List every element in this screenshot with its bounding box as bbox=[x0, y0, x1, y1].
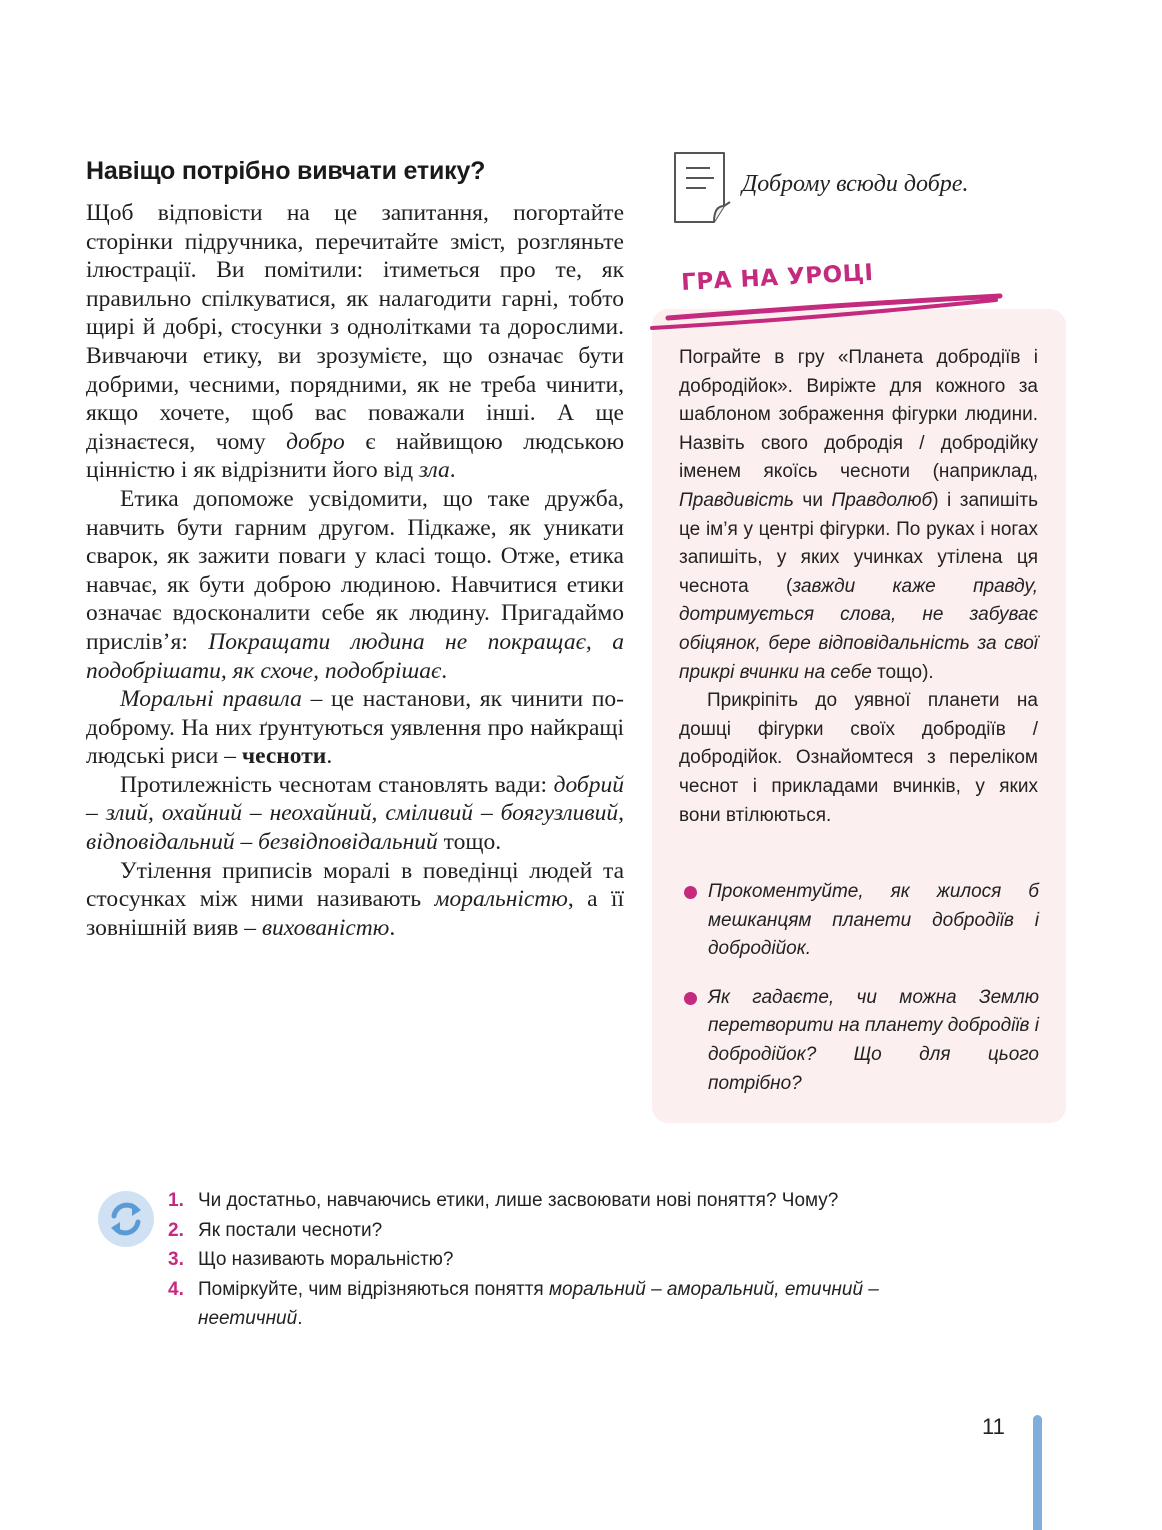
game-bullet-list bbox=[681, 878, 1039, 1118]
game-instructions bbox=[679, 344, 1038, 830]
section-heading: Навіщо потрібно вивчати етику? bbox=[86, 156, 486, 185]
bullet-dot bbox=[684, 992, 697, 1005]
question-1: 1. Чи достатньо, навчаючись етики, лише засвоювати нові поняття? Чому? bbox=[168, 1190, 839, 1211]
game-paragraph-2: Прикріпіть до уявної планети на дошці фігурки своїх добродіїв / добродійок. Ознайомтеся з переліком чеснот і прикладами вчинків, у яких вони втілюються. bbox=[679, 690, 1038, 826]
main-text-column bbox=[86, 199, 624, 942]
bullet-dot bbox=[684, 886, 697, 899]
proverb-text: Доброму всюди добре. bbox=[742, 171, 969, 197]
question-4: 4. Поміркуйте, чим відрізняються поняття моральний – аморальний, етичний – неетичний. bbox=[168, 1278, 879, 1330]
main-paragraph-1: Щоб відповісти на це запитання, погортайте сторінки підручника, перечитайте зміст, розгляньте ілюстрації. Ви помітили: ітиметься про те, як правильно спілкуватися, як налагодити гарні, тобто щирі й добрі, стосунки з однолітками та дорослими. Вивчаючи етику, ви зрозумієте, що означає бути добрими, чесними, порядними, як не треба чинити, якщо хочете, щоб вас поважали інші. А ще дізнаєтеся, чому добро є найвищою людською цінністю і як відрізнити його від зла. bbox=[86, 200, 624, 484]
document-note-icon bbox=[672, 150, 734, 226]
main-paragraph-4: Протилежність чеснотам становлять вади: добрий – злий, охайний – неохайний, сміливий – боягузливий, відповідальний – безвідповідальний тощо. bbox=[86, 771, 624, 856]
question-3: 3. Що називають моральністю? bbox=[168, 1249, 454, 1271]
list-item: Як гадаєте, чи можна Землю перетворити на планету добродіїв і добродійок? Що для цього потрібно? bbox=[681, 984, 1039, 1098]
list-item: Прокоментуйте, як жилося б мешканцям планети добродіїв і добродійок. bbox=[681, 878, 1039, 964]
main-paragraph-5: Утілення приписів моралі в поведінці людей та стосунках між ними називають моральністю, а її зовнішній вияв – вихованістю. bbox=[86, 857, 624, 941]
review-questions bbox=[168, 1186, 968, 1334]
main-paragraph-2: Етика допоможе усвідомити, що таке дружба, навчить бути гарним другом. Підкаже, як уникати сварок, як зажити поваги у класі тощо. Отже, етика навчає, як бути доброю людиною. Навчитися етики означає вдосконалити себе як людину. Пригадаймо прислів’я: Покращати людина не покращає, а подобрішати, як схоче, подобрішає. bbox=[86, 485, 624, 684]
game-title: ГРА НА УРОЦІ bbox=[680, 259, 875, 296]
refresh-arrows-icon bbox=[97, 1190, 155, 1248]
page-edge-bar bbox=[1033, 1415, 1042, 1530]
question-2: 2. Як постали чесноти? bbox=[168, 1219, 383, 1241]
main-paragraph-3: Моральні правила – це настанови, як чинити по-доброму. На них ґрунтуються уявлення про найкращі людські риси – чесноти. bbox=[86, 686, 625, 770]
game-paragraph-1: Пограйте в гру «Планета добродіїв і добродійок». Виріжте для кожного за шаблоном зображення фігурки людини. Назвіть свого добродія / добродійку іменем якоїсь чесноти (наприклад, Правдивість чи Правдолюб) і запишіть це ім’я у центрі фігурки. По руках і ногах запишіть, у яких учинках утілена ця чеснота (завжди каже правду, дотримується слова, не забуває обіцянок, бере відповідальність за свої прикрі вчинки на себе тощо). bbox=[679, 347, 1038, 683]
page-number: 11 bbox=[982, 1414, 1005, 1439]
